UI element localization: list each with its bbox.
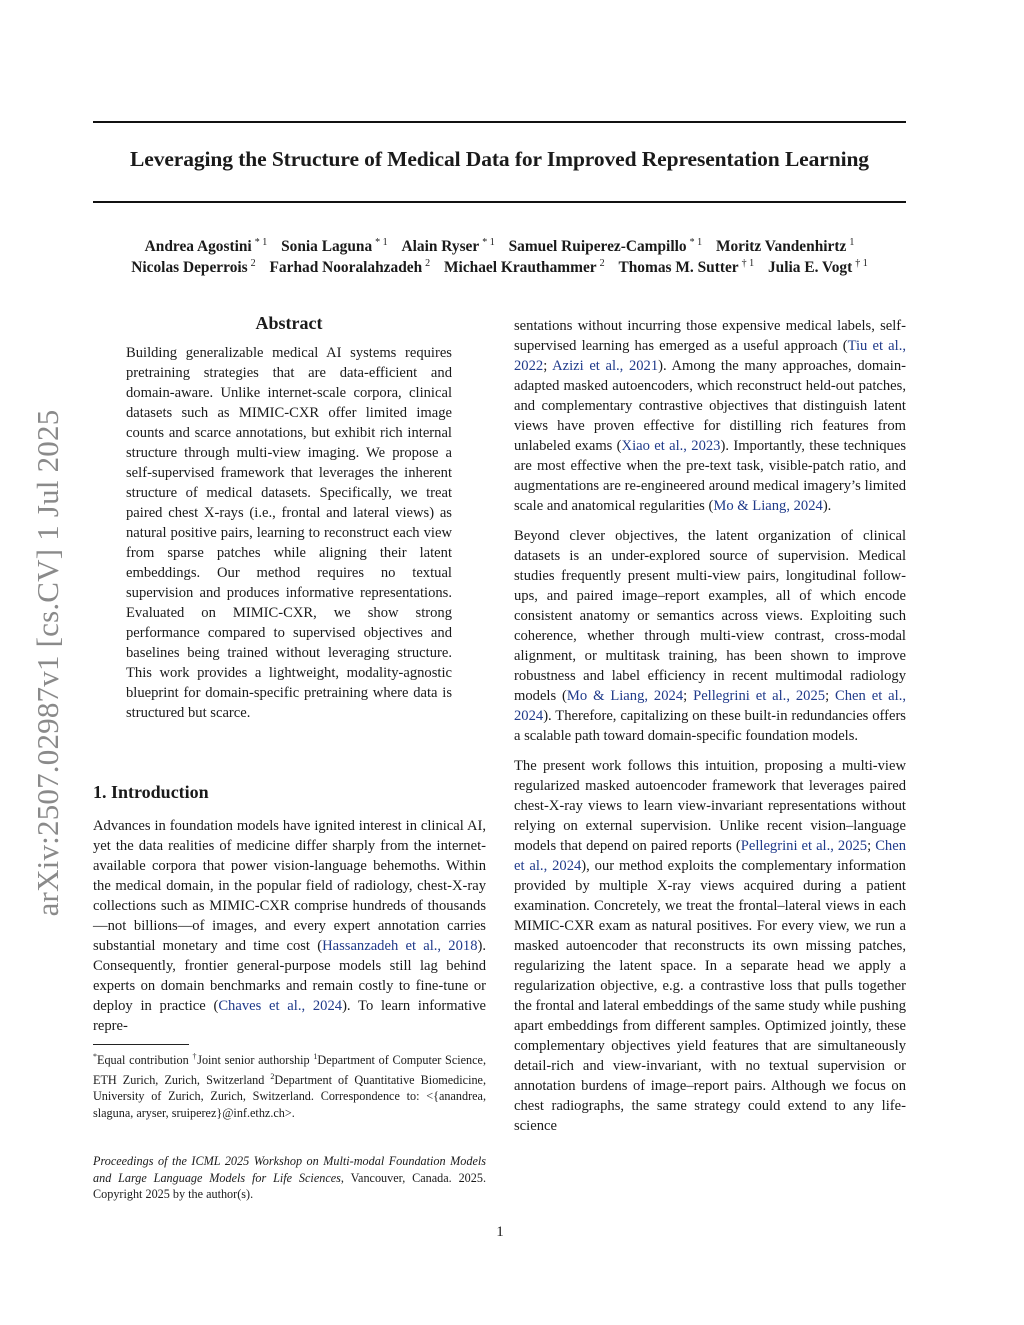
author: Michael Krauthammer $^2$	[444, 258, 605, 276]
arxiv-identifier: arXiv:2507.02987v1 [cs.CV] 1 Jul 2025	[30, 409, 65, 917]
author-list-line-1	[93, 237, 906, 256]
author-list-line-2	[93, 258, 906, 277]
citation-link[interactable]: Xiao et al., 2023	[621, 438, 721, 454]
citation-link[interactable]: Chaves et al., 2024	[218, 998, 343, 1014]
title-rule-bottom	[93, 201, 906, 203]
citation-link[interactable]: Chen et al., 2024	[514, 838, 906, 874]
citation-link[interactable]: Tiu et al., 2022	[514, 338, 906, 374]
citation-link[interactable]: Mo & Liang, 2024	[566, 688, 684, 704]
author: Nicolas Deperrois $^2$	[131, 258, 256, 276]
footnote-rule	[93, 1044, 189, 1045]
author: Alain Ryser $^{* 1}$	[401, 237, 495, 255]
author: Julia E. Vogt $^{\dagger 1}$	[767, 258, 868, 276]
citation-link[interactable]: Azizi et al., 2021	[552, 358, 659, 374]
proceedings-note: Proceedings of the ICML 2025 Workshop on Multi-modal Foundation Models and Large Language Models for Life Sciences, Vancouver, Canada. 2025. Copyright 2025 by the author(s).	[93, 1154, 486, 1201]
author: Samuel Ruiperez-Campillo $^{* 1}$	[508, 237, 703, 255]
paper-title: Leveraging the Structure of Medical Data for Improved Representation Learning	[130, 147, 869, 171]
author: Sonia Laguna $^{* 1}$	[281, 237, 388, 255]
citation-link[interactable]: Chen et al., 2024	[514, 688, 906, 724]
author: Moritz Vandenhirtz $^1$	[715, 237, 855, 255]
citation-link[interactable]: Pellegrini et al., 2025	[740, 838, 868, 854]
page-number: 1	[496, 1224, 504, 1240]
citation-link[interactable]: Hassanzadeh et al., 2018	[322, 938, 478, 954]
body-paragraph: The present work follows this intuition, proposing a multi-view regularized masked autoencoder framework that leverages paired chest-X-ray views to learn view-invariant representations without relying on external supervision. Unlike recent vision–language models that depend on paired reports (Pellegrini et al., 2025; Chen et al., 2024), our method exploits the complementary information provided by multiple X-ray views acquired during a patient examination. Concretely, we treat the frontal–lateral views in each MIMIC-CXR exam as natural positives. For every view, we run a masked autoencoder that reconstructs its own missing patches, regularizing the latent space. In a separate head we apply a regularization objective, e.g. a contrastive loss that pulls together the frontal and lateral embeddings of the same study while pushing apart embeddings from different samples. Optimized jointly, these complementary objectives yield features that are simultaneously detail-rich and view-invariant, with no textual supervision or annotation burdens of image–report pairs. Although we focus on chest radiographs, the same strategy could extend to any life-science	[514, 758, 906, 1134]
introduction-paragraph: Advances in foundation models have ignited interest in clinical AI, yet the data realities of medicine differ sharply from the internet-available corpora that power vision-language behemoths. Within the medical domain, in the popular field of radiology, chest-X-ray collections such as MIMIC-CXR comprise hundreds of thousands—not billions—of images, and every expert annotation carries substantial monetary and time cost (Hassanzadeh et al., 2018). Consequently, frontier general-purpose models still lag behind experts on domain benchmarks and remain costly to fine-tune or deploy in practice (Chaves et al., 2024). To learn informative repre-	[93, 818, 487, 1034]
citation-link[interactable]: Pellegrini et al., 2025	[693, 688, 826, 704]
title-rule-top	[93, 121, 906, 123]
section-heading-introduction: 1. Introduction	[93, 782, 209, 802]
author: Thomas M. Sutter $^{\dagger 1}$	[618, 258, 755, 276]
affiliation-footnote: *Equal contribution †Joint senior authorship $^1$Department of Computer Science, ETH Zurich, Zurich, Switzerland $^2$Department of Quantitative Biomedicine, University of Zurich, Zurich, Switzerland. Correspondence to: <{anandrea, slaguna, aryser, sruiperez}@inf.ethz.ch>.	[93, 1052, 487, 1120]
body-paragraph: sentations without incurring those expensive medical labels, self-supervised learning has emerged as a useful approach (Tiu et al., 2022; Azizi et al., 2021). Among the many approaches, domain-adapted masked autoencoders, which reconstruct held-out patches, and complementary contrastive objectives that distinguish latent views have proven effective for distilling rich features from unlabeled exams (Xiao et al., 2023). Importantly, these techniques are most effective when the pre-text task, visible-patch ratio, and augmentations are re-engineered around medical imagery’s limited scale and anatomical regularities (Mo & Liang, 2024).	[514, 318, 906, 514]
citation-link[interactable]: Mo & Liang, 2024	[713, 498, 823, 514]
abstract-heading: Abstract	[255, 313, 323, 333]
author: Farhad Nooralahzadeh $^2$	[269, 258, 431, 276]
abstract-text: Building generalizable medical AI systems requires pretraining strategies that are data-efficient and domain-aware. Unlike internet-scale corpora, clinical datasets such as MIMIC-CXR offer limited image counts and scarce annotations, but exhibit rich internal structure through multi-view imaging. We propose a self-supervised framework that leverages the inherent structure of medical datasets. Specifically, we treat paired chest X-rays (i.e., frontal and lateral views) as natural positive pairs, learning to reconstruct each view from sparse patches while aligning their latent embeddings. Our method requires no textual supervision and produces informative representations. Evaluated on MIMIC-CXR, we show strong performance compared to supervised objectives and baselines being trained without leveraging structure. This work provides a lightweight, modality-agnostic blueprint for domain-specific pretraining where data is structured but scarce.	[126, 345, 452, 721]
author: Andrea Agostini $^{* 1}$	[144, 237, 268, 255]
body-paragraph: Beyond clever objectives, the latent organization of clinical datasets is an under-explored source of supervision. Medical studies frequently present multi-view pairs, longitudinal follow-ups, and paired image–report examples, all of which encode consistent anatomy or semantics across views. Exploiting such coherence, whether through multi-view contrast, cross-modal alignment, or multitask training, has been shown to improve robustness and label efficiency in recent multimodal radiology models (Mo & Liang, 2024; Pellegrini et al., 2025; Chen et al., 2024). Therefore, capitalizing on these built-in redundancies offers a scalable path toward domain-specific foundation models.	[514, 528, 906, 744]
right-column-body	[514, 316, 906, 1146]
